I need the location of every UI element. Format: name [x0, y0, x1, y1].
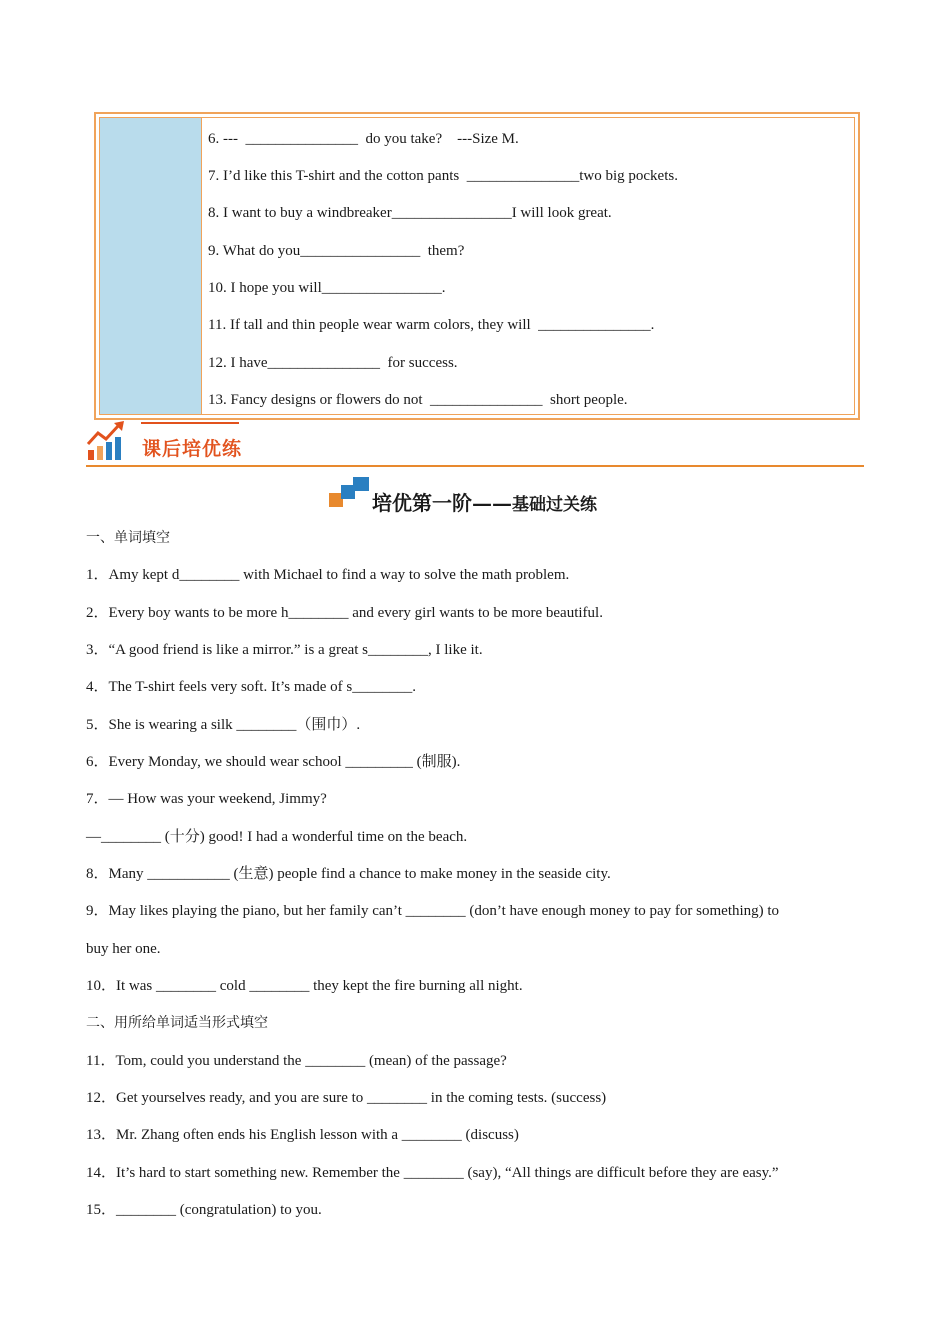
question-10: 10．It was ________ cold ________ they kept the fire burning all night. — [86, 978, 523, 994]
table-line-9: 9. What do you________________ them? — [208, 243, 465, 259]
table-line-10: 10. I hope you will________________. — [208, 280, 446, 296]
question-12: 12．Get yourselves ready, and you are sure to ________ in the coming tests. (success) — [86, 1090, 607, 1106]
question-15: 15．________ (congratulation) to you. — [86, 1202, 322, 1218]
table-line-13: 13. Fancy designs or flowers do not _______________ short people. — [208, 392, 628, 408]
header-rule — [86, 465, 864, 467]
question-2: 2．Every boy wants to be more h________ and every girl wants to be more beautiful. — [86, 605, 603, 621]
question-13: 13．Mr. Zhang often ends his English lesson with a ________ (discuss) — [86, 1127, 519, 1143]
stairs-icon — [329, 475, 371, 509]
question-8: 8．Many ___________ (生意) people find a chance to make money in the seaside city. — [86, 866, 611, 882]
table-line-11: 11. If tall and thin people wear warm colors, they will _______________. — [208, 317, 655, 333]
section-title: 课后培优练 — [142, 438, 243, 460]
table-line-6: 6. --- _______________ do you take? ---Size M. — [208, 131, 519, 147]
question-9-continued: buy her one. — [86, 941, 161, 957]
question-14: 14．It’s hard to start something new. Remember the ________ (say), “All things are difficult before they are easy.” — [86, 1165, 779, 1181]
table-side-cell — [100, 118, 202, 414]
question-5: 5．She is wearing a silk ________（围巾）. — [86, 717, 361, 733]
exercise-table — [94, 112, 860, 420]
table-line-7: 7. I’d like this T-shirt and the cotton pants _______________two big pockets. — [208, 168, 678, 184]
sub-title — [372, 487, 597, 516]
question-7: 7．— How was your weekend, Jimmy? — [86, 791, 327, 807]
part1-heading: 一、单词填空 — [86, 530, 170, 546]
question-7-answer: —________ (十分) good! I had a wonderful time on the beach. — [86, 829, 468, 845]
growth-chart-icon — [86, 420, 130, 464]
question-1: 1．Amy kept d________ with Michael to find a way to solve the math problem. — [86, 567, 570, 583]
section-header — [86, 420, 864, 468]
table-line-12: 12. I have_______________ for success. — [208, 355, 458, 371]
question-9: 9．May likes playing the piano, but her family can’t ________ (don’t have enough money to pay for something) to — [86, 903, 780, 919]
question-4: 4．The T-shirt feels very soft. It’s made of s________. — [86, 679, 416, 695]
question-3: 3．“A good friend is like a mirror.” is a great s________, I like it. — [86, 642, 483, 658]
question-6: 6．Every Monday, we should wear school _________ (制服). — [86, 754, 461, 770]
part2-heading: 二、用所给单词适当形式填空 — [86, 1015, 268, 1031]
table-line-8: 8. I want to buy a windbreaker________________I will look great. — [208, 205, 612, 221]
sub-title-rest: 基础过关练 — [512, 495, 597, 515]
question-11: 11．Tom, could you understand the ________ (mean) of the passage? — [86, 1053, 507, 1069]
header-top-bar — [141, 422, 239, 424]
sub-title-main: 培优第一阶—— — [372, 491, 512, 515]
